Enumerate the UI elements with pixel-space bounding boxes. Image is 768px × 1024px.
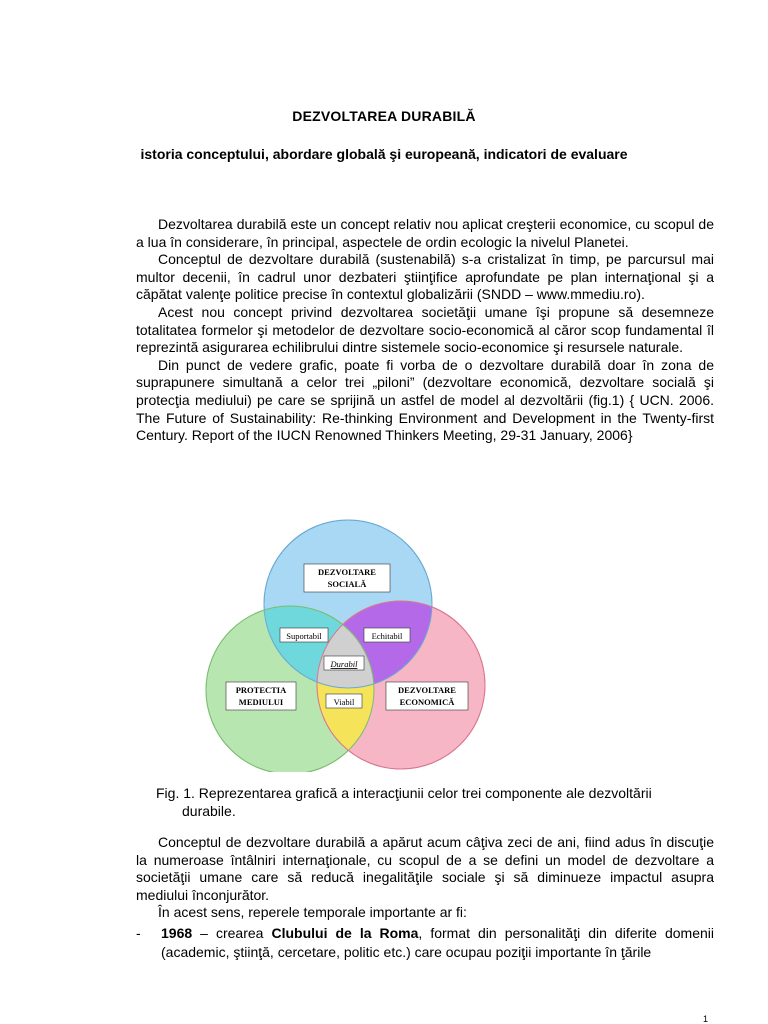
environment-label-line1: PROTECTIA — [235, 685, 287, 695]
paragraph: Din punct de vedere grafic, poate fi vorba de o dezvoltare durabilă doar în zona de suprapunere simultană a celor trei „piloni” (dezvoltare economică, dezvoltare socială şi protecţia mediului) pe care se sprijină un astfel de model al dezvoltării (fig.1) { UCN. 2006. The Future of Sustainability: Re-thinking Environment and Development in the Twenty-first Century. Report of the IUCN Renowned Thinkers Meeting, 29-31 January, 2006} — [136, 356, 714, 444]
viable-label: Viabil — [333, 697, 355, 707]
list-marker: - — [136, 925, 141, 941]
sustainable-label: Durabil — [330, 659, 358, 669]
intro-text — [136, 216, 714, 445]
list-item-year: 1968 — [161, 925, 193, 941]
sustainability-venn-diagram — [200, 518, 492, 772]
document-subtitle: istoria conceptului, abordare globală şi europeană, indicatori de evaluare — [140, 146, 628, 162]
paragraph: Dezvoltarea durabilă este un concept relativ nou aplicat creşterii economice, cu scopul de a lua în considerare, în principal, aspectele de ordin ecologic la nivelul Planetei. — [136, 216, 714, 250]
social-label-line1: DEZVOLTARE — [318, 567, 376, 577]
list-item-sep: – crearea — [192, 925, 272, 941]
paragraph: Conceptul de dezvoltare durabilă (sustenabilă) s-a cristalizat în timp, pe parcursul mai multor decenii, în cadrul unor dezbateri ştiinţifice aprofundate pe plan internaţional şi a căpătat valenţe politice precise în contextul globalizării (SNDD – www.mmediu.ro). — [136, 251, 714, 303]
list-item — [136, 924, 714, 961]
paragraph: În acest sens, reperele temporale importante ar fi: — [158, 904, 467, 921]
list-item-rest: , format din personalităţi din diferite domenii (academic, ştiinţă, cercetare, politic etc.) care ocupau poziţii importante în ţările — [161, 925, 714, 960]
paragraph: Acest nou concept privind dezvoltarea societăţii umane îşi propune să desemneze totalitatea formelor şi metodelor de dezvoltare socio-economică al căror scop fundamental îl reprezintă asigurarea echilibrului dintre sistemele socio-economice şi resursele naturale. — [136, 303, 714, 356]
equitable-label: Echitabil — [371, 631, 403, 641]
paragraph: Conceptul de dezvoltare durabilă a apărut acum câţiva zeci de ani, fiind adus în discuţie la numeroase întâlniri internaţionale, cu scopul de a se defini un model de dezvoltare a societăţii umane care să reducă inegalităţile sociale şi să diminueze impactul asupra mediului înconjurător. — [136, 834, 714, 903]
social-label-line2: SOCIALĂ — [327, 579, 367, 589]
economic-label-line1: DEZVOLTARE — [398, 685, 456, 695]
figure-caption — [156, 784, 714, 820]
caption-line-1: Fig. 1. Reprezentarea grafică a interacţiunii celor trei componente ale dezvoltării — [156, 785, 652, 801]
environment-label-line2: MEDIULUI — [238, 697, 284, 707]
caption-line-2: durabile. — [182, 803, 236, 819]
body-text — [136, 834, 714, 922]
list-item-text — [161, 924, 714, 961]
page-number: 1 — [702, 1014, 708, 1024]
list-item-bold: Clubului de la Roma — [271, 925, 419, 941]
economic-label-line2: ECONOMICĂ — [399, 697, 455, 707]
document-title: DEZVOLTAREA DURABILĂ — [292, 108, 476, 124]
bearable-label: Suportabil — [286, 631, 322, 641]
